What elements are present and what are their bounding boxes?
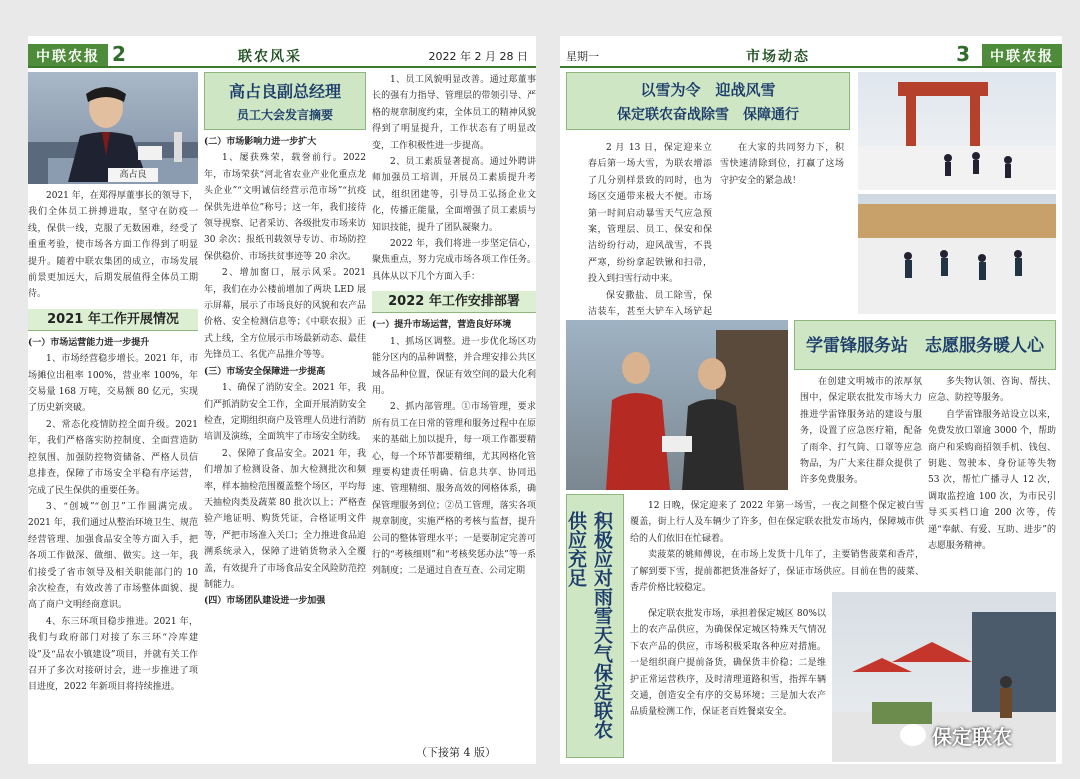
paragraph: 多失物认领、咨询、帮扶、应急、防控等服务。 <box>928 377 1056 404</box>
supply-headline-b: 保定联农供应充足 <box>565 511 613 739</box>
headline-subtitle: 员工大会发言摘要 <box>236 108 333 122</box>
masthead-logo: 中联农报 <box>28 44 108 66</box>
snow-clearing-photo-2 <box>858 194 1056 314</box>
paragraph: 4、东三环项目稳步推进。2021 年，我们与政府部门对接了东三环“冷库建设”及“品农小镇建设”项目，并就有关工作召开了多次对接研讨会，进一步推进了项目进度，2022 年新项目将持续推进。 <box>28 616 198 693</box>
headline-name: 高占良副总经理 <box>228 82 341 101</box>
paragraph: 自学雷锋服务站设立以来，免费发放口罩逾 3000 个，帮助商户和采购商招领手机、钱包、钥匙、驾驶本、身份证等失物 53 次，帮忙广播寻人 12 次，调取监控逾 100 次，为市民引导买买档口逾 200 次等，传递“奉献、有爱、互助、进步”的志愿服务精神。 <box>928 409 1056 552</box>
newspaper-page-2 <box>28 36 536 764</box>
supply-headline-a: 积极应对雨雪天气 <box>591 511 613 663</box>
paragraph: 2、抓内部管理。①市场管理，要求所有员工在日常的管理和服务过程中在原来的基础上加以提升，每一项工作都要精心，每一个环节都要精细，尤其网格化管理要构建责任明确、信息共享、协同迅速、管理精细、服务高效的网格体系，确保管理服务到位；②员工管理，落实各项规章制度，实施严格的考核与监督，提升公司的整体管理水平；一是要制定完善可行的“考核细则”和“考核奖惩办法”等一系列制度；二是通过自查互查、公司定期 <box>372 402 536 577</box>
snow-column-1 <box>588 140 712 332</box>
subheading: (一）提升市场运营，营造良好环境 <box>372 320 512 331</box>
subheading: (三）市场安全保障进一步提高 <box>204 366 326 377</box>
intro-paragraph: 2021 年，在郑得厚董事长的领导下，我们全体员工拼搏进取，坚守在防疫一线，保供一线，克服了无数困难，经受了重重考验，使市场各方面工作得到了明显提升。随着中联农集团的成立，市场发展前景更加远大，后期发展值得全体员工期待。 <box>28 191 198 300</box>
paragraph: 2022 年，我们将进一步坚定信心，聚焦重点，努力完成市场各项工作任务。具体从以下几个方面入手： <box>372 239 536 282</box>
paragraph: 1、员工风貌明显改善。通过郑董事长的强有力指导、管理层的带领引导、严格的规章制度约束，全体员工的精神风貌得到了明显提升，工作状态有了明显改变，工作积极性进一步提高。 <box>372 75 536 151</box>
paragraph: 在大家的共同努力下，积雪快速清除到位，打赢了这场守护安全的紧急战！ <box>720 143 844 186</box>
paragraph: 3、“创城”“创卫”工作圆满完成。2021 年，我们通过从整治环境卫生、规范经营管理、加强食品安全等方面入手，把各项工作做深、做细、做实。这一年，我们接受了省市领导及相关职能部门的 10 余次检查，有效改善了市场整体面貌、提高了商户文明经商意识。 <box>28 501 198 611</box>
section-title: 联农风采 <box>238 49 302 65</box>
paragraph: 2、常态化疫情防控全面升级。2021 年，我们严格落实防控制度、全面营造防控氛围、加强防控物资储备、严格人员信息排查，保障了市场安全平稳有序运营，完成了民生保供的重要任务。 <box>28 419 198 496</box>
volunteer-column-2 <box>928 374 1056 594</box>
snow-gate-illustration <box>858 72 1056 190</box>
subheading: (四）市场团队建设进一步加强 <box>204 596 326 607</box>
volunteer-headline-banner <box>794 320 1056 370</box>
column-3 <box>372 72 536 762</box>
supply-column-wide <box>630 498 924 606</box>
snow-clearing-photo-1 <box>858 72 1056 190</box>
volunteer-column-1 <box>800 374 922 496</box>
paragraph: 2、员工素质显著提高。通过外聘讲师加强员工培训，开展员工素质提升考试，组织团建等，引导员工弘扬企业文化，传播正能量，全面增强了员工素质与知识技能，提升了团队凝聚力。 <box>372 157 536 233</box>
snow-headline-line1: 以雪为令 迎战风雪 <box>640 81 776 99</box>
paragraph: 保定联农批发市场，承担着保定城区 80%以上的农产品供应，为确保保定城区特殊天气情况下农产品的供应，市场积极采取各种应对措施。一是组织商户提前备货，确保货丰价稳；二是维护正常运营秩序，及时清理道路积雪，指挥车辆交通，创造安全有序的交易环境；三是加大农产品质量检测工作，保证老百姓餐桌安全。 <box>630 609 826 718</box>
paragraph: 2 月 13 日，保定迎来立春后第一场大雪，为联农增添了几分别样景致的同时，也为场区交通带来极大不便。市场第一时间启动暴雪天气应急预案，管理层、员工、保安和保洁纷纷行动，迎风战雪，不畏严寒，纷纷拿起铁锹和扫帚，投入到扫雪行动中来。 <box>588 143 712 285</box>
volunteer-illustration <box>566 320 788 490</box>
snow-headline-banner <box>566 72 850 130</box>
supply-vertical-headline <box>566 494 624 758</box>
page-header <box>28 42 536 68</box>
snow-headline-line2: 保定联农奋战除雪 保障通行 <box>617 107 799 123</box>
subheading: (一）市场运营能力进一步提升 <box>28 337 150 348</box>
subheading: (二）市场影响力进一步扩大 <box>204 137 317 147</box>
volunteer-photo <box>566 320 788 490</box>
column-1 <box>28 188 198 762</box>
paragraph: 2、保障了食品安全。2021 年，我们增加了检测设备、加大检测批次和频率，样本抽检范围覆盖整个场区，平均每天抽检肉类及蔬菜 80 批次以上；严格查验产地证明、购货凭证，合格证明文件等，严把市场准入关口；全力推进食品追溯系统录入，保障了进销货物录入全覆盖，有效提升了市场食品安全风险防范控制能力。 <box>204 448 367 590</box>
masthead-logo: 中联农报 <box>982 44 1062 66</box>
paragraph: 保安撒盐、员工除雪，保洁装车，甚至大铲车入场铲起 <box>588 290 712 318</box>
snow-column-2 <box>720 140 844 332</box>
newspaper-page-3 <box>560 36 1062 764</box>
issue-date: 2022 年 2 月 28 日 <box>428 50 528 63</box>
paragraph: 12 日晚，保定迎来了 2022 年第一场雪，一夜之间整个保定被白雪覆盖，街上行人及车辆少了许多，但在保定联农批发市场内，保障城市供给的人们依旧在忙碌着。 <box>630 501 924 544</box>
headline-box <box>204 72 366 130</box>
section-heading-2022: 2022 年工作安排部署 <box>372 291 536 313</box>
snow-workers-illustration <box>858 194 1056 314</box>
paragraph: 1、抓场区调整。进一步优化场区功能分区内的品种调整，并合理安排公共区域各品种位置，保证有效空间的最大化利用。 <box>372 336 536 396</box>
continued-note: （下接第 4 版） <box>416 746 496 759</box>
volunteer-headline: 学雷锋服务站 志愿服务暖人心 <box>806 336 1044 356</box>
paragraph: 卖菠菜的姚师傅说，在市场上发货十几年了，主要销售菠菜和香芹，了解到要下雪，提前都把货准备好了，保证市场供应。目前在售的菠菜、香芹价格比较稳定。 <box>630 550 924 594</box>
page-number: 2 <box>112 42 126 66</box>
page-number: 3 <box>956 42 970 66</box>
name-plate: 高占良 <box>108 168 158 182</box>
paragraph: 1、市场经营稳步增长。2021 年，市场摊位出租率 100%，营业率 100%，年交易量 168 万吨，交易额 80 亿元，实现了历史新突破。 <box>28 354 198 414</box>
section-title: 市场动态 <box>746 49 810 65</box>
weekday: 星期一 <box>566 50 599 63</box>
speaker-photo <box>28 72 198 184</box>
page-header <box>560 42 1062 68</box>
paragraph: 1、屡获殊荣，载誉前行。2022 年，市场荣获“河北省农业产业化重点龙头企业”“文明诚信经营示范市场”“抗疫保供先进单位”称号；这一年，我们接待领导视察、记者采访、各级批发市场来访 30 余次；报纸刊载领导专访、市场防控保供稳价、市场扶贫事迹等 20 余次。 <box>204 153 367 262</box>
wechat-watermark <box>900 718 1060 752</box>
supply-column-narrow <box>630 606 826 762</box>
paragraph: 在创建文明城市的浓厚氛围中，保定联农批发市场大力推进学雷锋服务站的建设与服务，设置了应急医疗箱，配备了雨伞、打气筒、口罩等应急物品，为广大来往群众提供了许多免费服务。 <box>800 377 922 486</box>
watermark-text: 保定联农 <box>932 724 1012 749</box>
wechat-icon <box>900 724 926 746</box>
paragraph: 1、确保了消防安全。2021 年，我们严抓消防安全工作，全面开展消防安全检查，定期组织商户及管理人员进行消防培训及演练，全面筑牢了市场安全防线。 <box>204 383 367 443</box>
column-2 <box>204 134 366 762</box>
paragraph: 2、增加窗口，展示风采。2021 年，我们在办公楼前增加了两块 LED 展示屏幕，展示了市场良好的风貌和农产品价格、安全检测信息等；《中联农报》正式上线，全方位展示市场最新动态、最佳先锋员工、名优产品推介等等。 <box>204 268 367 361</box>
section-heading-2021: 2021 年工作开展情况 <box>28 309 198 331</box>
